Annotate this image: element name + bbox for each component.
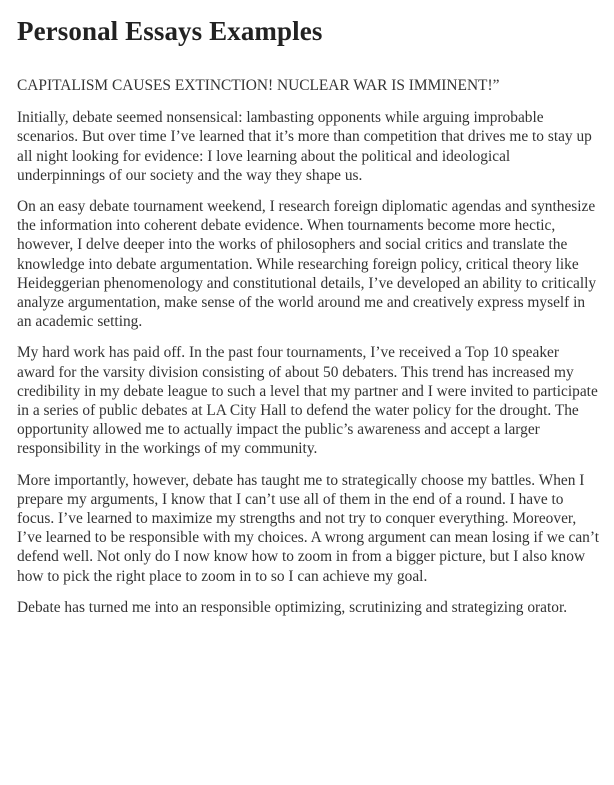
page-title: Personal Essays Examples — [17, 16, 323, 46]
essay-paragraph-1: Initially, debate seemed nonsensical: lambasting opponents while arguing improbable scenarios. But over time I’ve learned that it’s more than competition that drives me to stay up all night looking for evidence: I love learning about the political and ideological underpinnings of our society and the way they shape us. — [17, 109, 592, 184]
essay-opening-line: CAPITALISM CAUSES EXTINCTION! NUCLEAR WAR IS IMMINENT!” — [17, 77, 500, 94]
essay-paragraph-2: On an easy debate tournament weekend, I research foreign diplomatic agendas and synthesize the information into coherent debate evidence. When tournaments become more hectic, however, I delve deeper into the works of philosophers and social critics and translate the knowledge into debate argumentation. While researching foreign policy, critical theory like Heideggerian phenomenology and constitutional details, I’ve developed an ability to critically analyze argumentation, make sense of the world around me and creatively express myself in an academic setting. — [17, 198, 597, 331]
essay-paragraph-5: Debate has turned me into an responsible optimizing, scrutinizing and strategizing orator. — [17, 598, 568, 616]
essay-paragraph-3: My hard work has paid off. In the past four tournaments, I’ve received a Top 10 speaker award for the varsity division consisting of about 50 debaters. This trend has increased my credibility in my debate league to such a level that my partner and I were invited to participate in a series of public debates at LA City Hall to defend the water policy for the drought. The opportunity allowed me to actually impact the public’s awareness and accept a larger responsibility in the workings of my community. — [17, 344, 598, 458]
essay-paragraph-4: More importantly, however, debate has taught me to strategically choose my battles. When I prepare my arguments, I know that I can’t use all of them in the end of a round. I have to focus. I’ve learned to maximize my strengths and not try to conquer everything. Moreover, I’ve learned to be responsible with my choices. A wrong argument can mean losing if we can’t defend well. Not only do I now know how to zoom in from a bigger picture, but I also know how to pick the right place to zoom in to so I can achieve my goal. — [17, 471, 599, 585]
